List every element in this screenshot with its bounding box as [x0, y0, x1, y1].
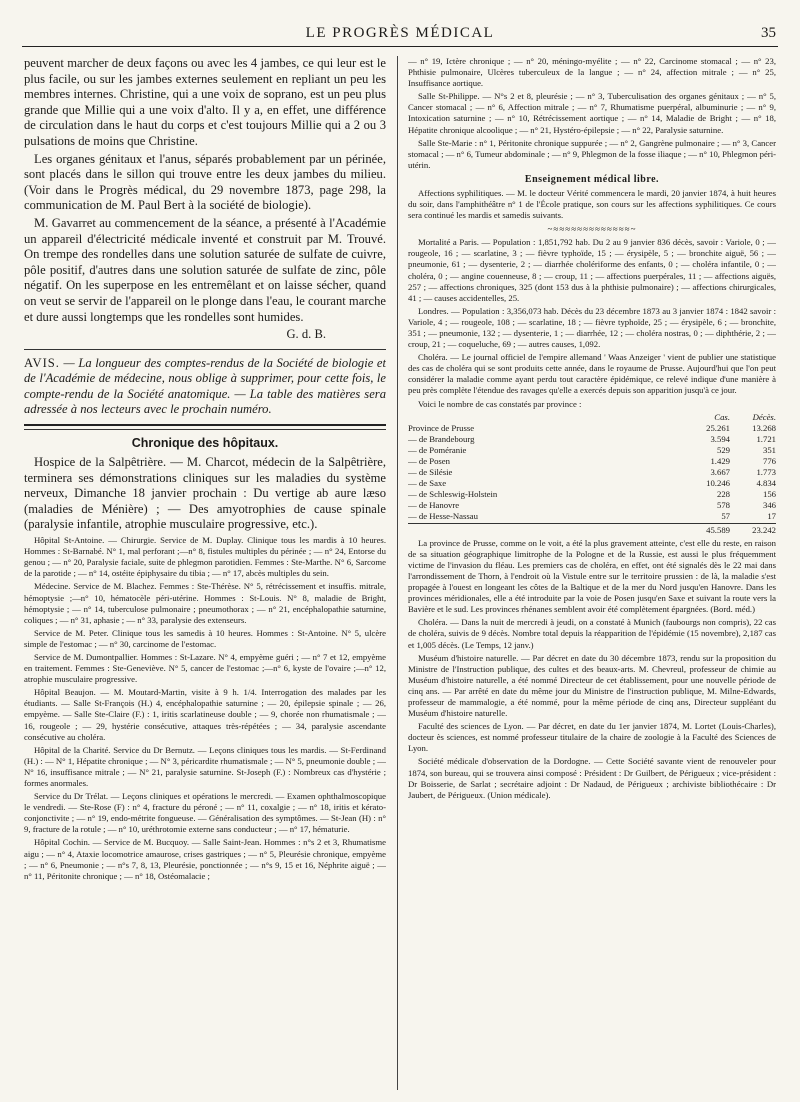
province-name: — de Posen: [408, 456, 450, 466]
right-column: [408, 56, 776, 1092]
hospital-entry: Salle Ste-Marie : n° 1, Péritonite chronique suppurée ; — n° 2, Gangrène pulmonaire ; — n° 3, Cancer stomacal ; — n° 6, Tumeur abdominale ; — n° 9, Phlegmon de la fosse iliaque ; — n° 10, Phlegmon péri-utérin.: [408, 137, 776, 170]
cas-value: 529: [716, 444, 730, 455]
paragraph-province-prusse: La province de Prusse, comme on le voit, a été la plus gravement atteinte, c'est elle du reste, en raison de sa situation géographique limitrophe de la Pologne et de la Russie, est aussi le plus fréquemment victime de l'invasion du fléau. Les premiers cas de choléra, en effet, ont été signalés dès le 22 mai dans l'arrondissement de Thorn, à l'endroit où la Vistule entre sur le territoire prussien : de là, la maladie s'est propagée à l'ouest en longeant les côtes de la Baltique et de la mer du Nord jusqu'en Hanovre. Dans les provinces méridionales, elle a été introduite par la voie de Posen jusqu'en Saxe et suivant la route vers la Bavière et le sud. Les provinces rhénanes semblent avoir été complètement épargnées. (Bord. méd.): [408, 537, 776, 615]
deces-value: 776: [762, 456, 776, 466]
table-row: [408, 500, 776, 511]
table-row: [408, 489, 776, 500]
hospital-entry: Hôpital Cochin. — Service de M. Bucquoy. — Salle Saint-Jean. Hommes : n°s 2 et 3, Rhumatisme aigu ; — n° 4, Ataxie locomotrice amaurose, crises gastriques ; — n° 5, Pleurésie chronique, empyème ; — n° 6, Pneumonie ; — n°s 7, 8, 13, Pleurésie, ponctionnée ; — n°s 9, 15 et 16, Néphrite aiguë ; — n° 11, Péritonite chronique ; — n° 18, Ostéomalacie ;: [24, 837, 386, 881]
table-row: [408, 478, 776, 489]
column-header-cas: Cas.: [714, 411, 730, 422]
province-name: Province de Prusse: [408, 422, 475, 433]
province-name: — de Silésie: [408, 467, 453, 478]
paragraph-gavarret: M. Gavarret au commencement de la séance, a présenté à l'Académie un appareil d'électricité médicale inventé et construit par M. Trouvé. On trempe des rondelles dans une solution saturée de sulfate de cuivre, pôle positif, d'autres dans une solution saturée de sulfate de zinc, pôle négatif. On les superpose en les entremêlant et on laisse sécher, quand on veut se servir de l'appareil on le plonge dans l'eau, le courant marche et dure aussi longtemps que les rondelles sont humides.: [24, 215, 386, 324]
divider: [24, 349, 386, 350]
hospital-entry: Médecine. Service de M. Blachez. Femmes : Ste-Thérèse. N° 5, rétrécissement et insuffis. mitrale, hémoptysie ;—n° 10, hématocèle péri-utérine. Hommes : St-Louis. N° 8, maladie de Bright, hémoptysie ; — n° 14, tuberculose pulmonaire ; pneumothorax ; — n° 21, encéphalopathie saturnine, coliques ; — n° 31, aphasie ; — n° 33, paralysie des extenseurs.: [24, 581, 386, 625]
header-rule: [22, 46, 778, 47]
total-cas: 45.589: [684, 523, 730, 536]
hospital-entry: Hôpital Beaujon. — M. Moutard-Martin, visite à 9 h. 1/4. Interrogation des malades par les étudiants. — Salle St-François (H.) 4, encéphalopathie saturnine ; — 20, épilepsie spinale ; — 26, empyème. — Salle Ste-Claire (F.) : 1, iritis scarlatineuse double ; — 9, chorée non rhumatismale ; — 16, rougeole ; — 29, hystérie consécutive, attaques très-répétées ; — 34, paralysie ascendante consécutive au choléra.: [24, 687, 386, 742]
hospital-entry: Service de M. Peter. Clinique tous les samedis à 10 heures. Hommes : St-Antoine. N° 5, ulcère simple de l'estomac ; — n° 30, carcinome de l'estomac.: [24, 627, 386, 649]
page-header: [22, 22, 778, 46]
journal-title: LE PROGRÈS MÉDICAL: [305, 25, 495, 41]
deces-value: 1.721: [756, 433, 776, 444]
page-number: 35: [761, 25, 776, 41]
section-title-chronique: Chronique des hôpitaux.: [131, 436, 279, 451]
table-row: [408, 467, 776, 478]
divider: [24, 429, 386, 430]
hospital-entry: Service du Dr Trélat. — Leçons cliniques et opérations le mercredi. — Examen ophthalmoscopique le vendredi. — Ste-Rose (F) : n° 4, fracture du péroné ; — n° 11, coxalgie ; — n° 18, iritis et kérato-conjonctivite ; — n° 19, endo-métrite fongueuse. — Généralisation des symptômes. — St-Jean (H) : n° 9, fracture de la rotule ; — n° 10, uréthrotomie externe sans conducteur ; — n° 17, hématurie.: [24, 791, 386, 835]
paragraph-museum: Muséum d'histoire naturelle. — Par décret en date du 30 décembre 1873, rendu sur la proposition du Ministre de l'Instruction publique, des cultes et des beaux-arts. M. Chevreul, professeur de chimie au Muséum d'histoire naturelle, a été nommé Directeur de cet établissement, pour une nouvelle période de cinq ans. — Par arrêté en date du même jour du Ministre de l'instruction publique, M. Milne-Edwards, professeur de mammalogie, a été nommé, pour la même période de cinq ans, Directeur suppléant du Muséum d'histoire naturelle.: [408, 652, 776, 719]
cas-value: 228: [716, 489, 730, 500]
left-column: [24, 56, 386, 1092]
total-deces: 23.242: [730, 523, 776, 536]
province-name: — de Saxe: [408, 478, 447, 489]
paragraph-salpetriere: Hospice de la Salpêtrière. — M. Charcot, médecin de la Salpêtrière, terminera ses démonstrations cliniques sur les maladies du système nerveux, Dimanche 18 janvier prochain : Du vertige ab aure læso (maladies de Ménière) ; — Des amyotrophies de cause spinale (paralysie infantile, atrophie musculaire progressive, etc.).: [24, 455, 386, 532]
paragraph-londres: Londres. — Population : 3,356,073 hab. Décès du 23 décembre 1873 au 3 janvier 1874 : 1842 savoir : Variole, 4 ; — rougeole, 108 ; — scarlatine, 18 ; — fièvre typhoïde, 25 ; — érysipèle, 6 ; — bronchite, 351 ; — pneumonie, 132 ; — dysenterie, 1 ; — diarrhée, 12 ; — choléra nostras, 0 ; — diphthérie, 2 ; — croup, 21 ; — coqueluche, 69 ; — autres causes, 1,092.: [408, 305, 776, 350]
deces-value: 346: [762, 500, 776, 511]
cas-value: 57: [721, 511, 730, 522]
paragraph-mortalite-paris: Mortalité a Paris. — Population : 1,851,792 hab. Du 2 au 9 janvier 836 décès, savoir : Variole, 0 ; — rougeole, 16 ; — scarlatine, 3 ; — fièvre typhoïde, 15 ; — érysipèle, 5 ; — bronchite aiguë, 56 ; — pneumonie, 61 ; — dysenterie, 2 ; — diarrhée cholériforme des enfants, 0 ; — choléra infantile, 0 ; — choléra, 0 ; — angine couenneuse, 8 ; — croup, 11 ; — affections puerpérales, 11 ; — affections aiguës, 257 ; — affections chroniques, 325 (dont 153 dus à la phthisie pulmonaire) ; — affections chirurgicales, 41 ; — causes accidentelles, 25.: [408, 237, 776, 303]
deces-value: 17: [767, 511, 776, 522]
table-row: [408, 445, 776, 456]
hospital-entry: Salle St-Philippe. — N°s 2 et 8, pleurésie ; — n° 3, Tuberculisation des organes génitaux ; — n° 5, Cancer stomacal ; — n° 6, Affection mitrale ; — n° 7, Rhumatisme puerpéral, albuminurie ; — n° 9, Intoxication saturnine ; — n° 10, Rétrécissement aortique ; — n° 14, Maladie de Bright ; — n° 18, Hépatite chronique alcoolique ; — n° 21, Hystéro-épilepsie ; — n° 22, Paralysie saturnine.: [408, 91, 776, 135]
deces-value: 156: [762, 489, 776, 500]
hospital-entry: — n° 19, Ictère chronique ; — n° 20, méningo-myélite ; — n° 22, Carcinome stomacal ; — n° 23, Phthisie pulmonaire, Ulcères tuberculeux de la langue ; — n° 24, affection mitrale ; — n° 25, Insuffisance aortique.: [408, 56, 776, 89]
cas-value: 3.667: [710, 467, 730, 478]
cas-value: 578: [716, 500, 730, 511]
table-row: [408, 511, 776, 523]
cholera-table: [408, 412, 776, 536]
cas-value: 3.594: [710, 433, 730, 444]
table-row: [408, 434, 776, 445]
avis-label: AVIS.: [24, 355, 60, 370]
deces-value: 13.268: [752, 422, 776, 433]
author-signature: G. d. B.: [286, 327, 326, 342]
paragraph-conjoined-twins: peuvent marcher de deux façons ou avec les 4 jambes, ce qui leur est le plus facile, ou sur les jambes externes seulement en repliant un peu les membres internes. Christine, qui a une voix de soprano, est un peu plus grande que Millie qui a une voix d'alto. Il y a, en effet, une différence de circulation dans le haut du corps et c'est toujours Millie qui a 2 ou 3 pulsations de moins que Christine.: [24, 56, 386, 148]
paragraph-enseignement: Affections syphilitiques. — M. le docteur Vérité commencera le mardi, 20 janvier 1874, à huit heures du soir, dans l'amphithéâtre n° 1 de l'École pratique, son cours sur les affections syphilitiques. Ce cours sera continué les mardis et samedis suivants.: [408, 187, 776, 221]
province-name: — de Schleswig-Holstein: [408, 489, 498, 500]
hospital-entry: Hôpital de la Charité. Service du Dr Bernutz. — Leçons cliniques tous les mardis. — St-Ferdinand (H.) : — N° 1, Hépatite chronique ; — N° 3, péricardite rhumatismale ; — N° 5, pneumonie double ; — N° 16, insuffisance mitrale ; — N° 21, paralysie saturnine. St-Joseph (F.) : Nombreux cas d'hystérie ; formes anormales.: [24, 744, 386, 788]
province-name: — de Hesse-Nassau: [408, 511, 478, 522]
province-name: — de Hanovre: [408, 500, 460, 511]
column-divider: [397, 56, 398, 1090]
cas-value: 25.261: [706, 422, 730, 433]
deces-value: 351: [762, 444, 776, 455]
avis-notice: [24, 356, 386, 418]
hospital-entry: Hôpital St-Antoine. — Chirurgie. Service de M. Duplay. Clinique tous les mardis à 10 heures. Hommes : St-Barnabé. N° 1, mal perforant ;—n° 8, fistules multiples du périnée ; — n° 24, Entorse du genou ; — n° 20, Paralysie faciale, suite de phlegmon parotidien. Femmes : Ste-Marthe. N° 6, Sarcome de la parotide ; — n° 14, ostéite épiphysaire du tibia ; — n° 17, abcès multiples du sein.: [24, 535, 386, 579]
table-row: [408, 423, 776, 434]
cas-value: 1.429: [710, 456, 730, 466]
paragraph-faculte-lyon: Faculté des sciences de Lyon. — Par décret, en date du 1er janvier 1874, M. Lortet (Louis-Charles), docteur ès sciences, est nommé professeur titulaire de la chaire de zoologie à la Faculté des Sciences de Lyon.: [408, 721, 776, 754]
paragraph-cholera-prusse: Choléra. — Le journal officiel de l'empire allemand ' Waas Anzeiger ' vient de publier une statistique des cas de choléra qui se sont produits cette année, dans le royaume de Prusse. Aujourd'hui que l'on peut considérer la maladie comme ayant perdu tout caractère épidémique, ce relevé indique d'une manière à peu près complète l'étendue des ravages qu'elle a exercés depuis son apparition jusqu'à ce jour.: [408, 352, 776, 396]
paragraph-cholera-intro: Voici le nombre de cas constatés par province :: [418, 398, 582, 409]
table-row: [408, 456, 776, 467]
ornament-divider: ~≈≈≈≈≈≈≈≈≈≈≈≈≈~: [547, 224, 637, 235]
paragraph-organs: Les organes génitaux et l'anus, séparés probablement par un périnée, sont placés dans le sillon qui trouve entre les deux jambes du milieu. (Voir dans le Progrès médical, du 29 novembre 1873, page 298, la communication de M. Paul Bert à la société de biologie).: [24, 151, 386, 213]
cas-value: 10.246: [706, 478, 730, 489]
hospital-entry: Service de M. Dumontpallier. Hommes : St-Lazare. N° 4, empyème guéri ; — n° 7 et 12, empyème en traitement. Femmes : Ste-Geneviève. N° 5, cancer de l'estomac ;—n° 6, kyste de l'ovaire ;—n° 12, atrophie musculaire progressive.: [24, 651, 386, 685]
divider: [24, 424, 386, 426]
table-header-row: [408, 412, 776, 423]
section-title-enseignement: Enseignement médical libre.: [524, 173, 660, 185]
paragraph-cholera-munich: Choléra. — Dans la nuit de mercredi à jeudi, on a constaté à Munich (faubourgs non compris), 22 cas de choléra, suivis de 9 décès. Nombre total depuis la réapparition de l'épidémie (15 novembre), 2,187 cas et 1,005 décès. (Le Temps, 12 janv.): [408, 617, 776, 650]
deces-value: 1.773: [756, 467, 776, 478]
avis-text: — La longueur des comptes-rendus de la Société de biologie et de l'Académie de médecine, nous oblige à supprimer, pour cette fois, le compte-rendu de la Société anatomique. — La table des matières sera adressée à nos lecteurs avec le prochain numéro.: [24, 355, 386, 417]
column-header-deces: Décès.: [752, 411, 776, 422]
province-name: — de Poméranie: [408, 444, 467, 455]
paragraph-societe-dordogne: Société médicale d'observation de la Dordogne. — Cette Société savante vient de renouveler pour 1874, son bureau, qui se trouvera ainsi composé : Président : Dr Guilbert, de Périgueux ; vice-président : Dr Boisserie, de Sarlat ; secrétaire adjoint : Dr Nadaud, de Périgueux ; archiviste bibliothécaire : Dr Jaubert, de Périgueux. (Union médicale).: [408, 756, 776, 800]
province-name: — de Brandebourg: [408, 433, 475, 444]
table-total-row: [408, 523, 776, 536]
deces-value: 4.834: [756, 478, 776, 489]
